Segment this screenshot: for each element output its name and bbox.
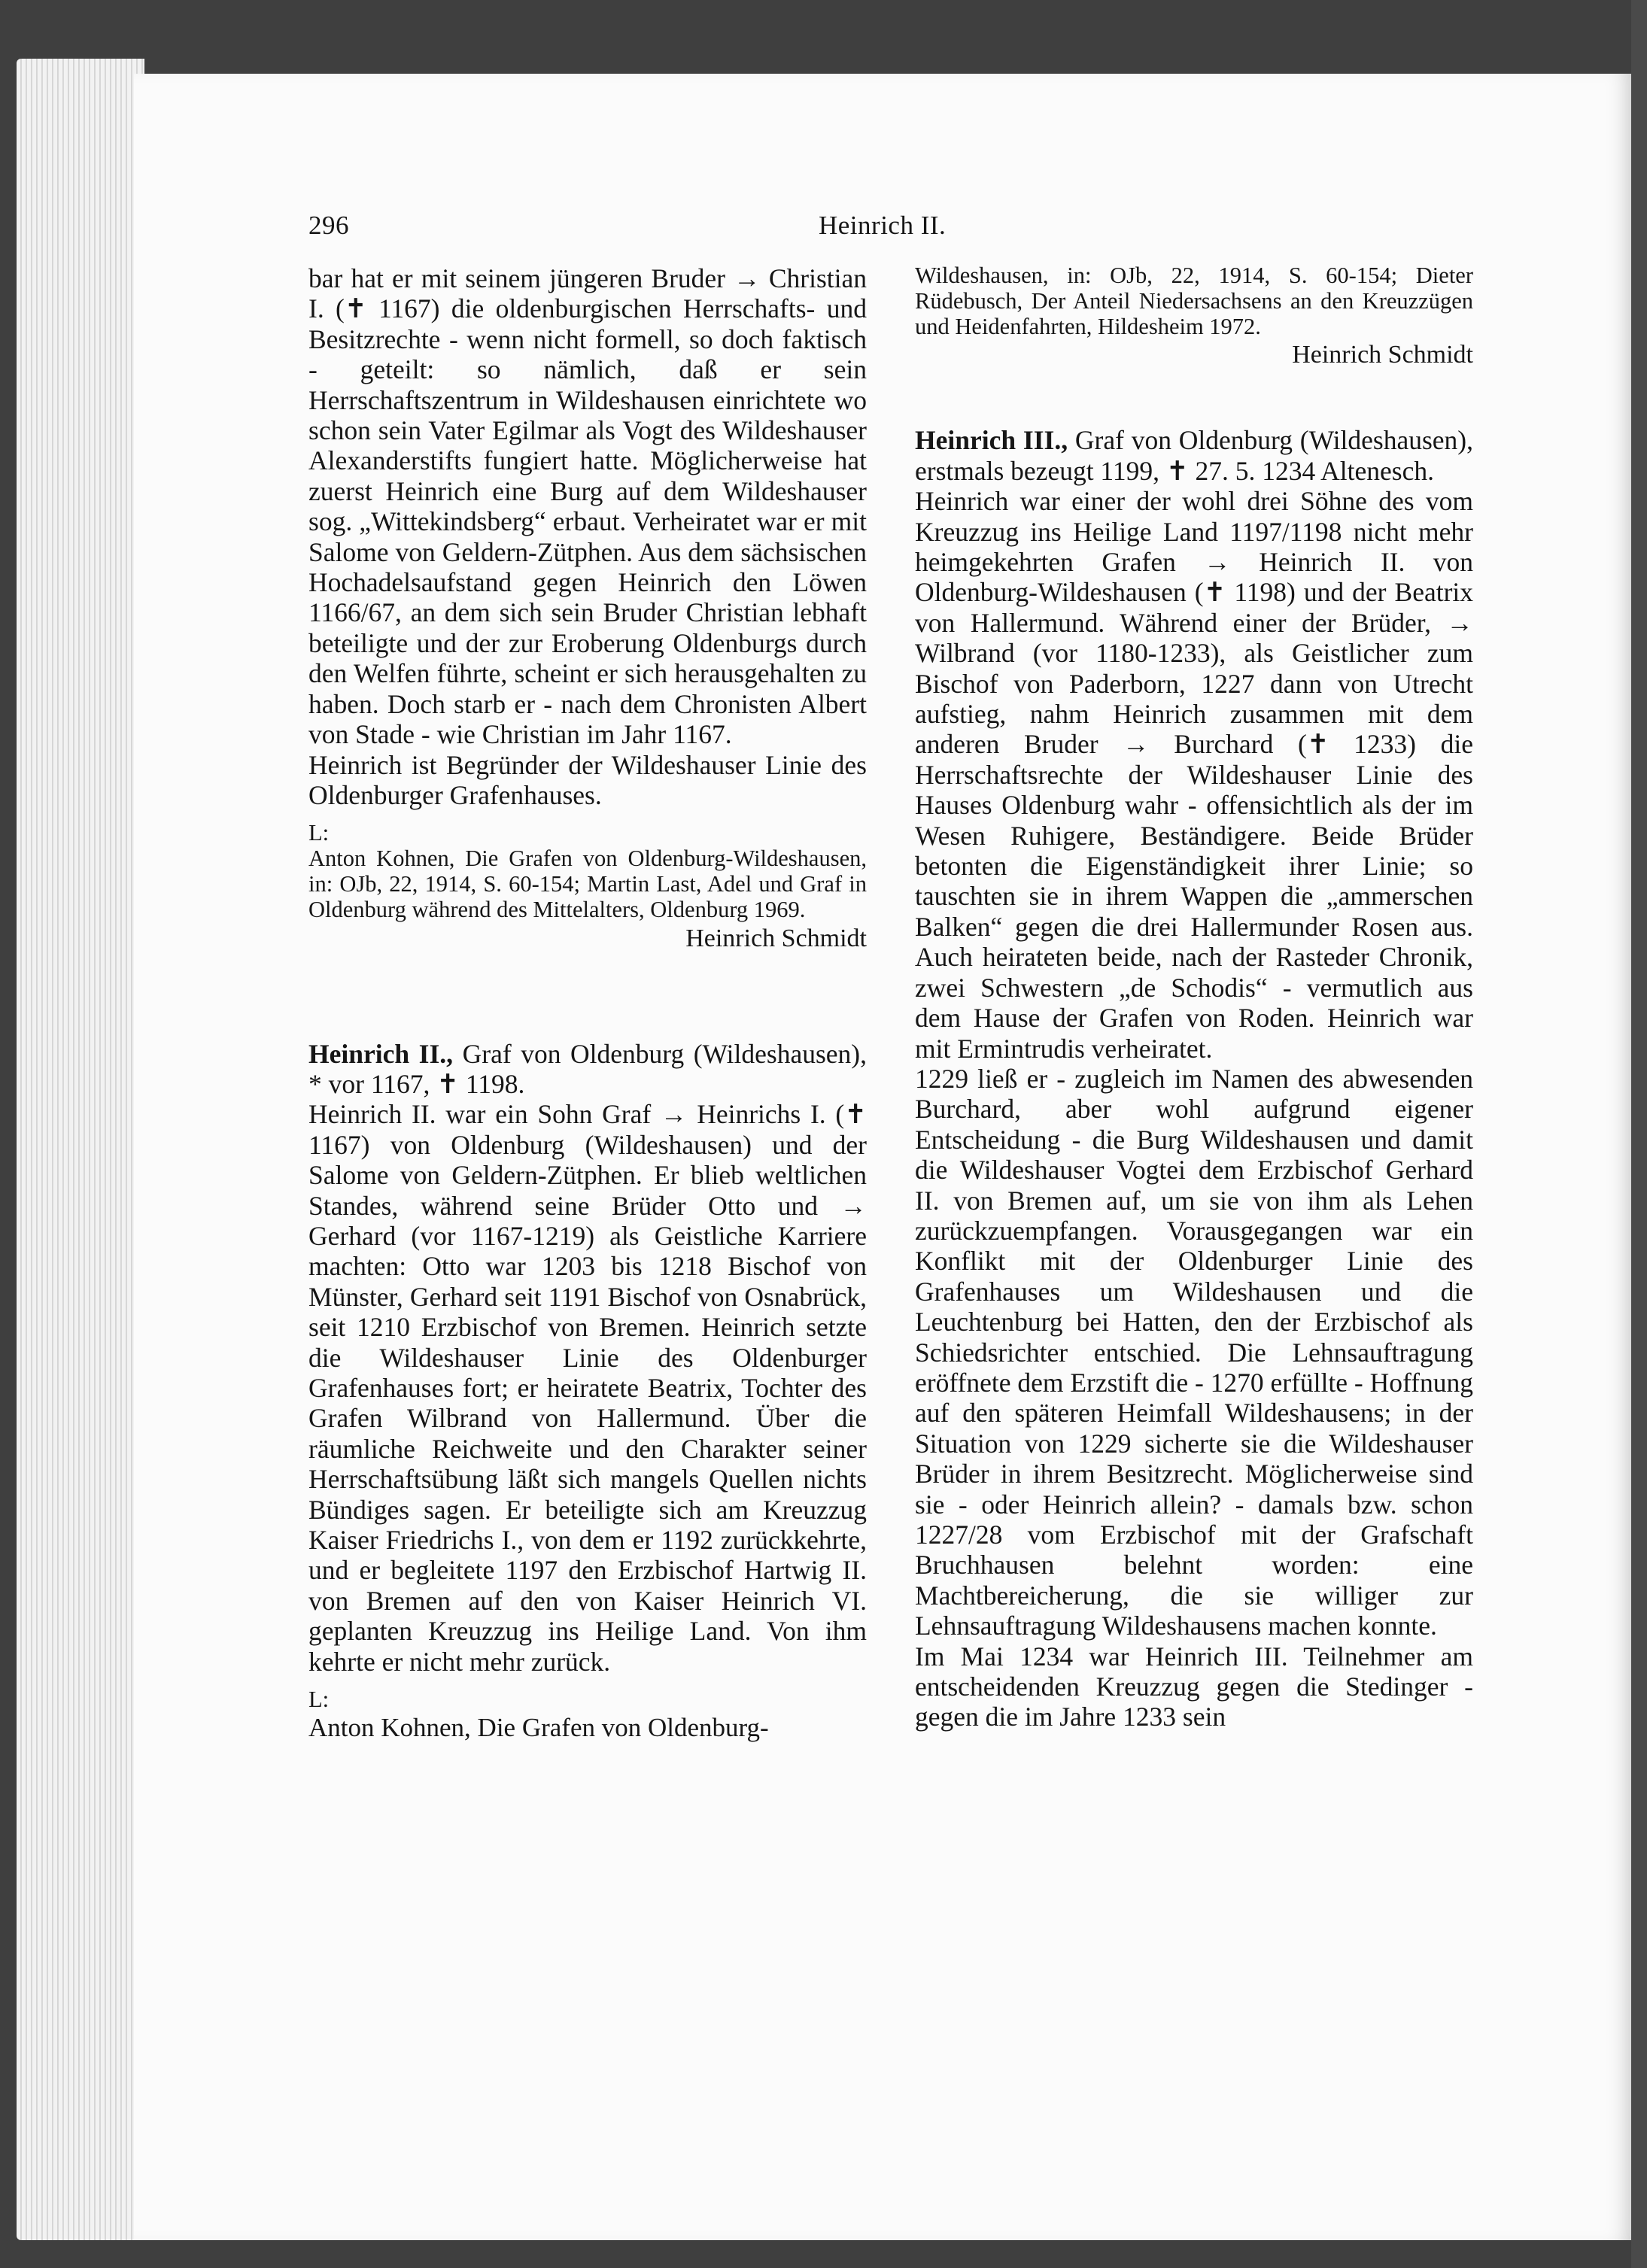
entry-lemma: Heinrich III., <box>915 425 1068 456</box>
left-column <box>308 263 867 1743</box>
entry-intro: Graf von Oldenburg (Wildeshausen), erstmals bezeugt 1199, ✝ 27. 5. 1234 Altenesch. <box>915 425 1473 486</box>
entry-heading <box>915 425 1473 486</box>
entry-lemma: Heinrich II., <box>308 1038 454 1069</box>
entry-intro: Graf von Oldenburg (Wildeshausen), * vor 1167, ✝ 1198. <box>308 1038 867 1099</box>
running-head: Heinrich II. <box>819 211 947 240</box>
paragraph: Heinrich II. war ein Sohn Graf → Heinrichs I. (✝ 1167) von Oldenburg (Wildeshausen) und der Salome von Geldern-Zütphen. Er blieb weltlichen Standes, während seine Brüder Otto und → Gerhard (vor 1167-1219) als Geistliche Karriere machten: Otto war 1203 bis 1218 Bischof von Münster, Gerhard seit 1191 Bischof von Osnabrück, seit 1210 Erzbischof von Bremen. Heinrich setzte die Wildeshauser Linie des Oldenburger Grafenhauses fort; er heiratete Beatrix, Tochter des Grafen Wilbrand von Hallermund. Über die räumliche Reichweite und den Charakter seiner Herrschaftsübung läßt sich mangels Quellen nichts Bündiges sagen. Er beteiligte sich am Kreuzzug Kaiser Friedrichs I., von dem er 1192 zurückkehrte, und er begleitete 1197 den Erzbischof Hartwig II. von Bremen auf den von Kaiser Heinrich VI. geplanten Kreuzzug ins Heilige Land. Von ihm kehrte er nicht mehr zurück. <box>308 1099 867 1677</box>
literature-list: Anton Kohnen, Die Grafen von Oldenburg-Wildeshausen, in: OJb, 22, 1914, S. 60-154; Martin Last, Adel und Graf in Oldenburg während des Mittelalters, Oldenburg 1969. <box>308 846 867 922</box>
literature-list: Wildeshausen, in: OJb, 22, 1914, S. 60-154; Dieter Rüdebusch, Der Anteil Niedersachsens an den Kreuzzügen und Heidenfahrten, Hildesheim 1972. <box>915 263 1473 339</box>
literature-label: L: <box>308 820 330 846</box>
literature-label: L: <box>308 1687 330 1713</box>
paragraph: bar hat er mit seinem jüngeren Bruder → Christian I. (✝ 1167) die oldenburgischen Herrschafts- und Besitzrechte - wenn nicht formell, so doch faktisch - geteilt: so nämlich, daß er sein Herrschaftszentrum in Wildeshausen einrichtete wo schon sein Vater Egilmar als Vogt des Wildeshauser Alexanderstifts fungiert hatte. Möglicherweise hat zuerst Heinrich eine Burg auf dem Wildeshauser sog. „Wittekindsberg“ erbaut. Verheiratet war er mit Salome von Geldern-Zütphen. Aus dem sächsischen Hochadelsaufstand gegen Heinrich den Löwen 1166/67, an dem sich sein Bruder Christian lebhaft beteiligte und der zur Eroberung Oldenburgs durch den Welfen führte, scheint er sich herausgehalten zu haben. Doch starb er - nach dem Chronisten Albert von Stade - wie Christian im Jahr 1167. <box>308 263 867 750</box>
literature-list: Anton Kohnen, Die Grafen von Oldenburg- <box>308 1712 769 1742</box>
paragraph: Heinrich war einer der wohl drei Söhne des vom Kreuzzug ins Heilige Land 1197/1198 nicht mehr heimgekehrten Grafen → Heinrich II. von Oldenburg-Wildeshausen (✝ 1198) und der Beatrix von Hallermund. Während einer der Brüder, → Wilbrand (vor 1180-1233), als Geistlicher zum Bischof von Paderborn, 1227 dann von Utrecht aufstieg, nahm Heinrich zusammen mit dem anderen Bruder → Burchard (✝ 1233) die Herrschaftsrechte der Wildeshauser Linie des Hauses Oldenburg wahr - offensichtlich als der im Wesen Ruhigere, Beständigere. Beide Brüder betonten die Eigenständigkeit ihrer Linie; so tauschten sie in ihrem Wappen die „ammerschen Balken“ gegen die drei Hallermunder Rosen aus. Auch heirateten beide, nach der Rasteder Chronik, zwei Schwestern „de Schodis“ - vermutlich aus dem Hause der Grafen von Roden. Heinrich war mit Ermintrudis verheiratet. <box>915 486 1473 1064</box>
paragraph: Im Mai 1234 war Heinrich III. Teilnehmer am entscheidenden Kreuzzug gegen die Stedinger - gegen die im Jahre 1233 sein <box>915 1641 1473 1732</box>
page-number: 296 <box>308 211 349 240</box>
paragraph: Heinrich ist Begründer der Wildeshauser Linie des Oldenburger Grafenhauses. <box>308 749 867 810</box>
book-cover-edge <box>1631 0 1647 2268</box>
entry-heading <box>308 1039 867 1100</box>
paragraph: 1229 ließ er - zugleich im Namen des abwesenden Burchard, aber wohl aufgrund eigener Entscheidung - die Burg Wildeshausen und damit die Wildeshauser Vogtei dem Erzbischof Gerhard II. von Bremen auf, um sie von ihm als Lehen zurückzuempfangen. Vorausgegangen war ein Konflikt mit der Oldenburger Linie des Grafenhauses um Wildeshausen und die Leuchtenburg bei Hatten, den der Erzbischof als Schiedsrichter entschied. Die Lehnsauftragung eröffnete dem Erzstift die - 1270 erfüllte - Hoffnung auf den späteren Heimfall Wildeshausens; in der Situation von 1229 sicherte sie die Wildeshauser Brüder in ihrem Besitzrecht. Möglicherweise sind sie - oder Heinrich allein? - damals bzw. schon 1227/28 vom Erzbischof mit der Grafschaft Bruchhausen belehnt worden: eine Machtbereicherung, die sie williger zur Lehnsauftragung Wildeshausens machen konnte. <box>915 1063 1473 1641</box>
right-column <box>915 263 1473 1732</box>
author-signature: Heinrich Schmidt <box>685 924 867 952</box>
author-signature: Heinrich Schmidt <box>1292 341 1473 369</box>
page-edges <box>17 59 144 2240</box>
